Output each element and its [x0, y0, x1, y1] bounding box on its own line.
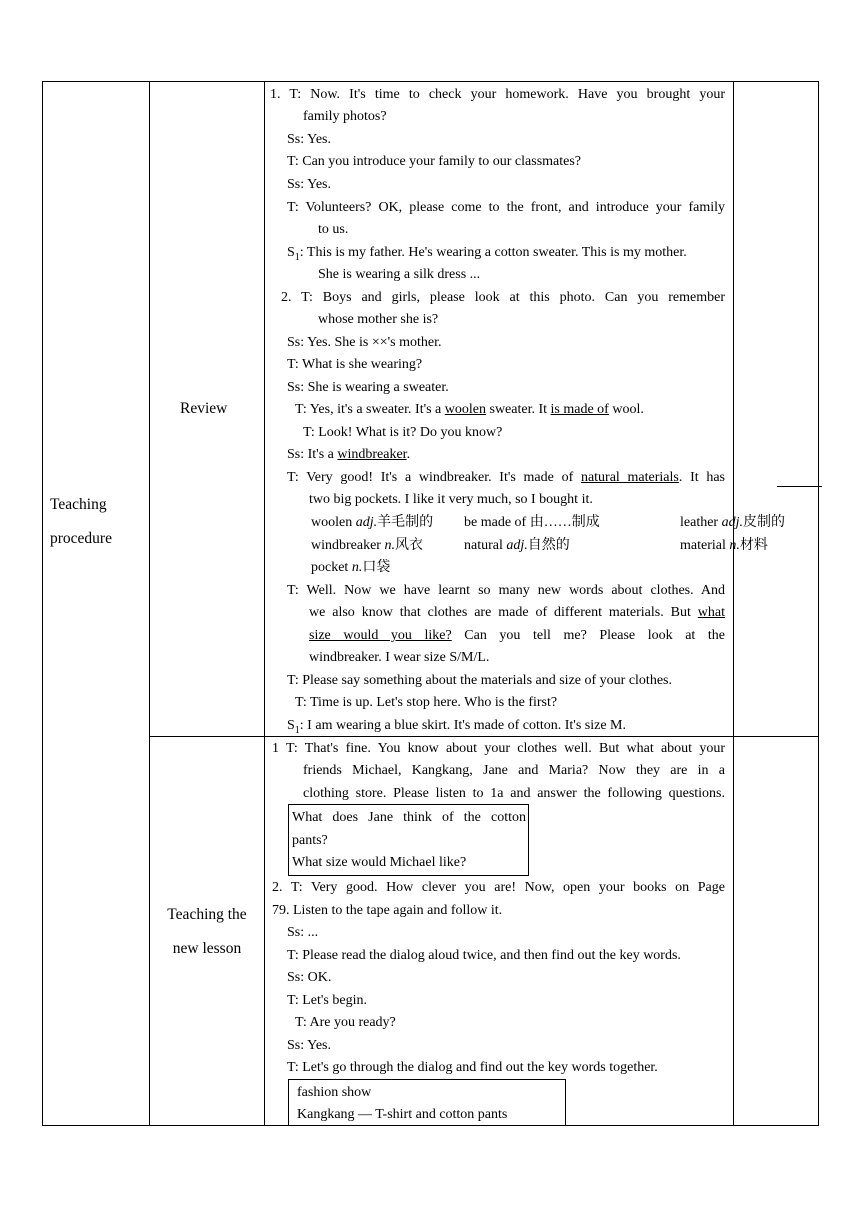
review-line-14c: two big pockets. I like it very much, so I bought it. — [309, 492, 593, 507]
review-line-6b: She is wearing a silk dress ... — [318, 267, 481, 282]
procedure-label — [50, 488, 112, 556]
speaker-sub: 1 — [294, 251, 300, 263]
vocab-woolen-word: woolen — [311, 515, 356, 530]
procedure-label-line1: Teaching — [50, 496, 107, 513]
review-line-9: T: What is she wearing? — [287, 357, 423, 372]
review-line-11-a: T: Yes, it's a sweater. It's a — [295, 402, 445, 417]
vocab-leather — [680, 512, 785, 534]
vocab-leather-word: leather — [680, 515, 722, 530]
vocab-pocket — [311, 557, 390, 579]
review-line-13-a: Ss: It's a — [287, 447, 338, 462]
column-divider-2 — [264, 81, 265, 1126]
vocab-pocket-pos: n. — [351, 560, 363, 575]
review-line-1b: family photos? — [303, 109, 387, 124]
review-line-11-c: wool. — [608, 402, 644, 417]
review-line-5a: T: Volunteers? OK, please come to the front, and introduce your family — [287, 200, 725, 215]
new-lesson-label — [162, 898, 252, 966]
question-1b: pants? — [292, 833, 328, 848]
underline-size-would-you-like: size would you like? — [309, 628, 452, 643]
question-2: What size would Michael like? — [292, 855, 467, 870]
key-word-1: fashion show — [297, 1085, 372, 1100]
review-line-3: T: Can you introduce your family to our classmates? — [287, 154, 582, 169]
vocab-natural-pos: adj. — [506, 538, 528, 553]
review-line-15b-a: we also know that clothes are made of different materials. But — [309, 605, 698, 620]
vocab-natural-word: natural — [464, 538, 507, 553]
review-line-4: Ss: Yes. — [287, 177, 331, 192]
vocab-be-made-of: be made of 由……制成 — [464, 515, 600, 530]
table-left-border — [42, 81, 43, 1126]
vocab-material-meaning: 材料 — [739, 538, 768, 553]
lesson-line-7: T: Are you ready? — [295, 1015, 396, 1030]
review-line-17: T: Time is up. Let's stop here. Who is the first? — [295, 695, 558, 710]
review-line-5b: to us. — [318, 222, 349, 237]
underline-windbreaker: windbreaker — [337, 447, 407, 462]
vocab-woolen-pos: adj. — [355, 515, 378, 530]
vocab-windbreaker — [311, 535, 423, 557]
review-line-11-b: sweater. It — [486, 402, 551, 417]
lesson-line-2a: 2. T: Very good. How clever you are! Now, open your books on Page — [272, 880, 725, 895]
speaker-s: S — [287, 245, 295, 260]
vocab-material-word: material — [680, 538, 730, 553]
lesson-line-1c: clothing store. Please listen to 1a and answer the following questions. — [303, 786, 725, 801]
vocab-pocket-meaning: 口袋 — [362, 560, 391, 575]
lesson-line-3: Ss: ... — [287, 925, 319, 940]
vocab-natural — [464, 535, 570, 557]
column-divider-1 — [149, 81, 150, 1126]
review-line-15a: T: Well. Now we have learnt so many new words about clothes. And — [287, 583, 725, 598]
review-line-2: Ss: Yes. — [287, 132, 331, 147]
review-label: Review — [180, 400, 228, 417]
review-line-16: T: Please say something about the materials and size of your clothes. — [287, 673, 672, 688]
lesson-line-9: T: Let's go through the dialog and find out the key words together. — [287, 1060, 658, 1075]
vocab-material-pos: n. — [729, 538, 740, 553]
vocab-material — [680, 535, 768, 557]
review-line-15d: windbreaker. I wear size S/M/L. — [309, 650, 490, 665]
lesson-line-5: Ss: OK. — [287, 970, 332, 985]
vocab-natural-meaning: 自然的 — [527, 538, 570, 553]
vocab-leather-meaning: 皮制的 — [742, 515, 785, 530]
speaker-s1: S — [287, 718, 295, 733]
stray-line — [777, 486, 822, 487]
review-line-15b — [309, 602, 725, 624]
vocab-windbreaker-meaning: 风衣 — [394, 538, 423, 553]
vocab-leather-pos: adj. — [721, 515, 743, 530]
vocab-woolen — [311, 512, 433, 534]
review-line-15c-b: Can you tell me? Please look at the — [451, 628, 725, 643]
review-line-8: Ss: Yes. She is ××'s mother. — [287, 335, 442, 350]
review-line-11 — [295, 399, 644, 421]
new-lesson-label-line1: Teaching the — [167, 906, 247, 923]
review-line-1a: 1. T: Now. It's time to check your homework. Have you brought your — [270, 87, 725, 102]
review-line-14-a: T: Very good! It's a windbreaker. It's made of — [287, 470, 581, 485]
underline-is-made-of: is made of — [550, 402, 609, 417]
key-word-2: Kangkang — T-shirt and cotton pants — [297, 1107, 508, 1122]
review-line-14-b: . It has — [678, 470, 726, 485]
vocab-pocket-word: pocket — [311, 560, 352, 575]
review-line-15c — [309, 625, 725, 647]
table-right-border — [818, 81, 819, 1126]
review-line-12: T: Look! What is it? Do you know? — [303, 425, 503, 440]
lesson-line-8: Ss: Yes. — [287, 1038, 331, 1053]
lesson-line-1b: friends Michael, Kangkang, Jane and Maria? Now they are in a — [303, 763, 725, 778]
lesson-line-4: T: Please read the dialog aloud twice, and then find out the key words. — [287, 948, 681, 963]
review-line-13 — [287, 444, 410, 466]
review-line-6a-text: : This is my father. He's wearing a cotton sweater. This is my mother. — [299, 245, 687, 260]
procedure-label-line2: procedure — [50, 530, 112, 547]
lesson-line-6: T: Let's begin. — [287, 993, 367, 1008]
underline-natural-materials: natural materials — [580, 470, 679, 485]
review-line-7b: whose mother she is? — [318, 312, 439, 327]
speaker-s1-sub: 1 — [294, 724, 300, 736]
table-top-border — [42, 81, 818, 82]
new-lesson-label-line2: new lesson — [172, 940, 242, 957]
underline-woolen: woolen — [444, 402, 486, 417]
column-divider-3 — [733, 81, 734, 1126]
underline-what: what — [697, 605, 725, 620]
review-line-14 — [287, 467, 725, 489]
vocab-windbreaker-word: windbreaker — [311, 538, 385, 553]
vocab-woolen-meaning: 羊毛制的 — [377, 515, 434, 530]
question-1a: What does Jane think of the cotton — [292, 810, 526, 825]
review-line-13-b: . — [406, 447, 411, 462]
review-line-18-text: : I am wearing a blue skirt. It's made of cotton. It's size M. — [299, 718, 626, 733]
lesson-line-1a: 1 T: That's fine. You know about your clothes well. But what about your — [272, 741, 725, 756]
lesson-line-2b: 79. Listen to the tape again and follow it. — [272, 903, 503, 918]
review-line-7a: 2. T: Boys and girls, please look at this photo. Can you remember — [281, 290, 725, 305]
vocab-windbreaker-pos: n. — [384, 538, 395, 553]
review-line-10: Ss: She is wearing a sweater. — [287, 380, 449, 395]
